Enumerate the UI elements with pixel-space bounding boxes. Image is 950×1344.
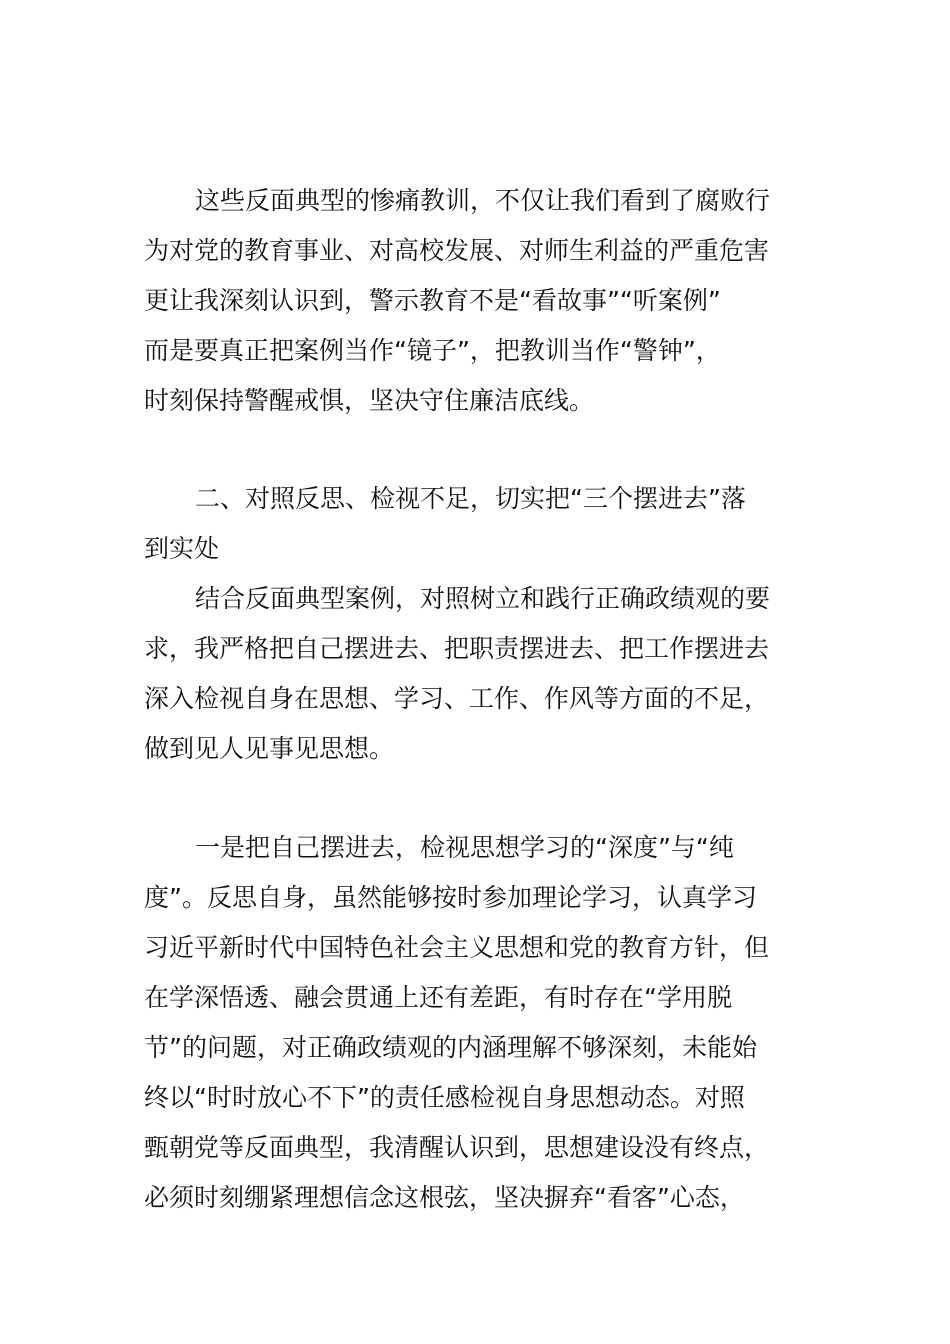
text-line: 而是要真正把案例当作“镜子”，把教训当作“警钟”，	[144, 336, 721, 365]
text-line: 求，我严格把自己摆进去、把职责摆进去、把工作摆进去	[144, 634, 770, 663]
text-line: 深入检视自身在思想、学习、工作、作风等方面的不足，	[144, 684, 770, 713]
text-line: 甄朝党等反面典型，我清醒认识到，思想建设没有终点，	[144, 1133, 770, 1162]
text-line: 必须时刻绷紧理想信念这根弦，坚决摒弃“看客”心态，	[144, 1183, 745, 1212]
paragraph-self-review	[144, 574, 808, 774]
text-line: 时刻保持警醒戒惧，坚决守住廉洁底线。	[144, 386, 595, 415]
text-line: 节”的问题，对正确政绩观的内涵理解不够深刻，未能始	[144, 1033, 757, 1062]
text-line: 度”。反思自身，虽然能够按时参加理论学习，认真学习	[144, 883, 757, 912]
text-line: 做到见人见事见思想。	[144, 734, 395, 763]
text-line: 更让我深刻认识到，警示教育不是“看故事”“听案例”	[144, 286, 721, 315]
paragraph-warning-lessons	[144, 176, 808, 426]
text-line: 一是把自己摆进去，检视思想学习的“深度”与“纯	[195, 833, 734, 862]
text-line: 为对党的教育事业、对高校发展、对师生利益的严重危害	[144, 236, 770, 265]
text-line: 习近平新时代中国特色社会主义思想和党的教育方针，但	[144, 933, 770, 962]
paragraph-ideological-study	[144, 823, 808, 1223]
text-line: 在学深悟透、融会贯通上还有差距，有时存在“学用脱	[144, 983, 732, 1012]
section-heading-two	[144, 474, 808, 574]
text-line: 这些反面典型的惨痛教训，不仅让我们看到了腐败行	[195, 186, 771, 215]
text-line: 结合反面典型案例，对照树立和践行正确政绩观的要	[195, 584, 771, 613]
heading-line: 二、对照反思、检视不足，切实把“三个摆进去”落	[195, 484, 746, 513]
text-line: 终以“时时放心不下”的责任感检视自身思想动态。对照	[144, 1083, 745, 1112]
heading-line: 到实处	[144, 534, 220, 563]
